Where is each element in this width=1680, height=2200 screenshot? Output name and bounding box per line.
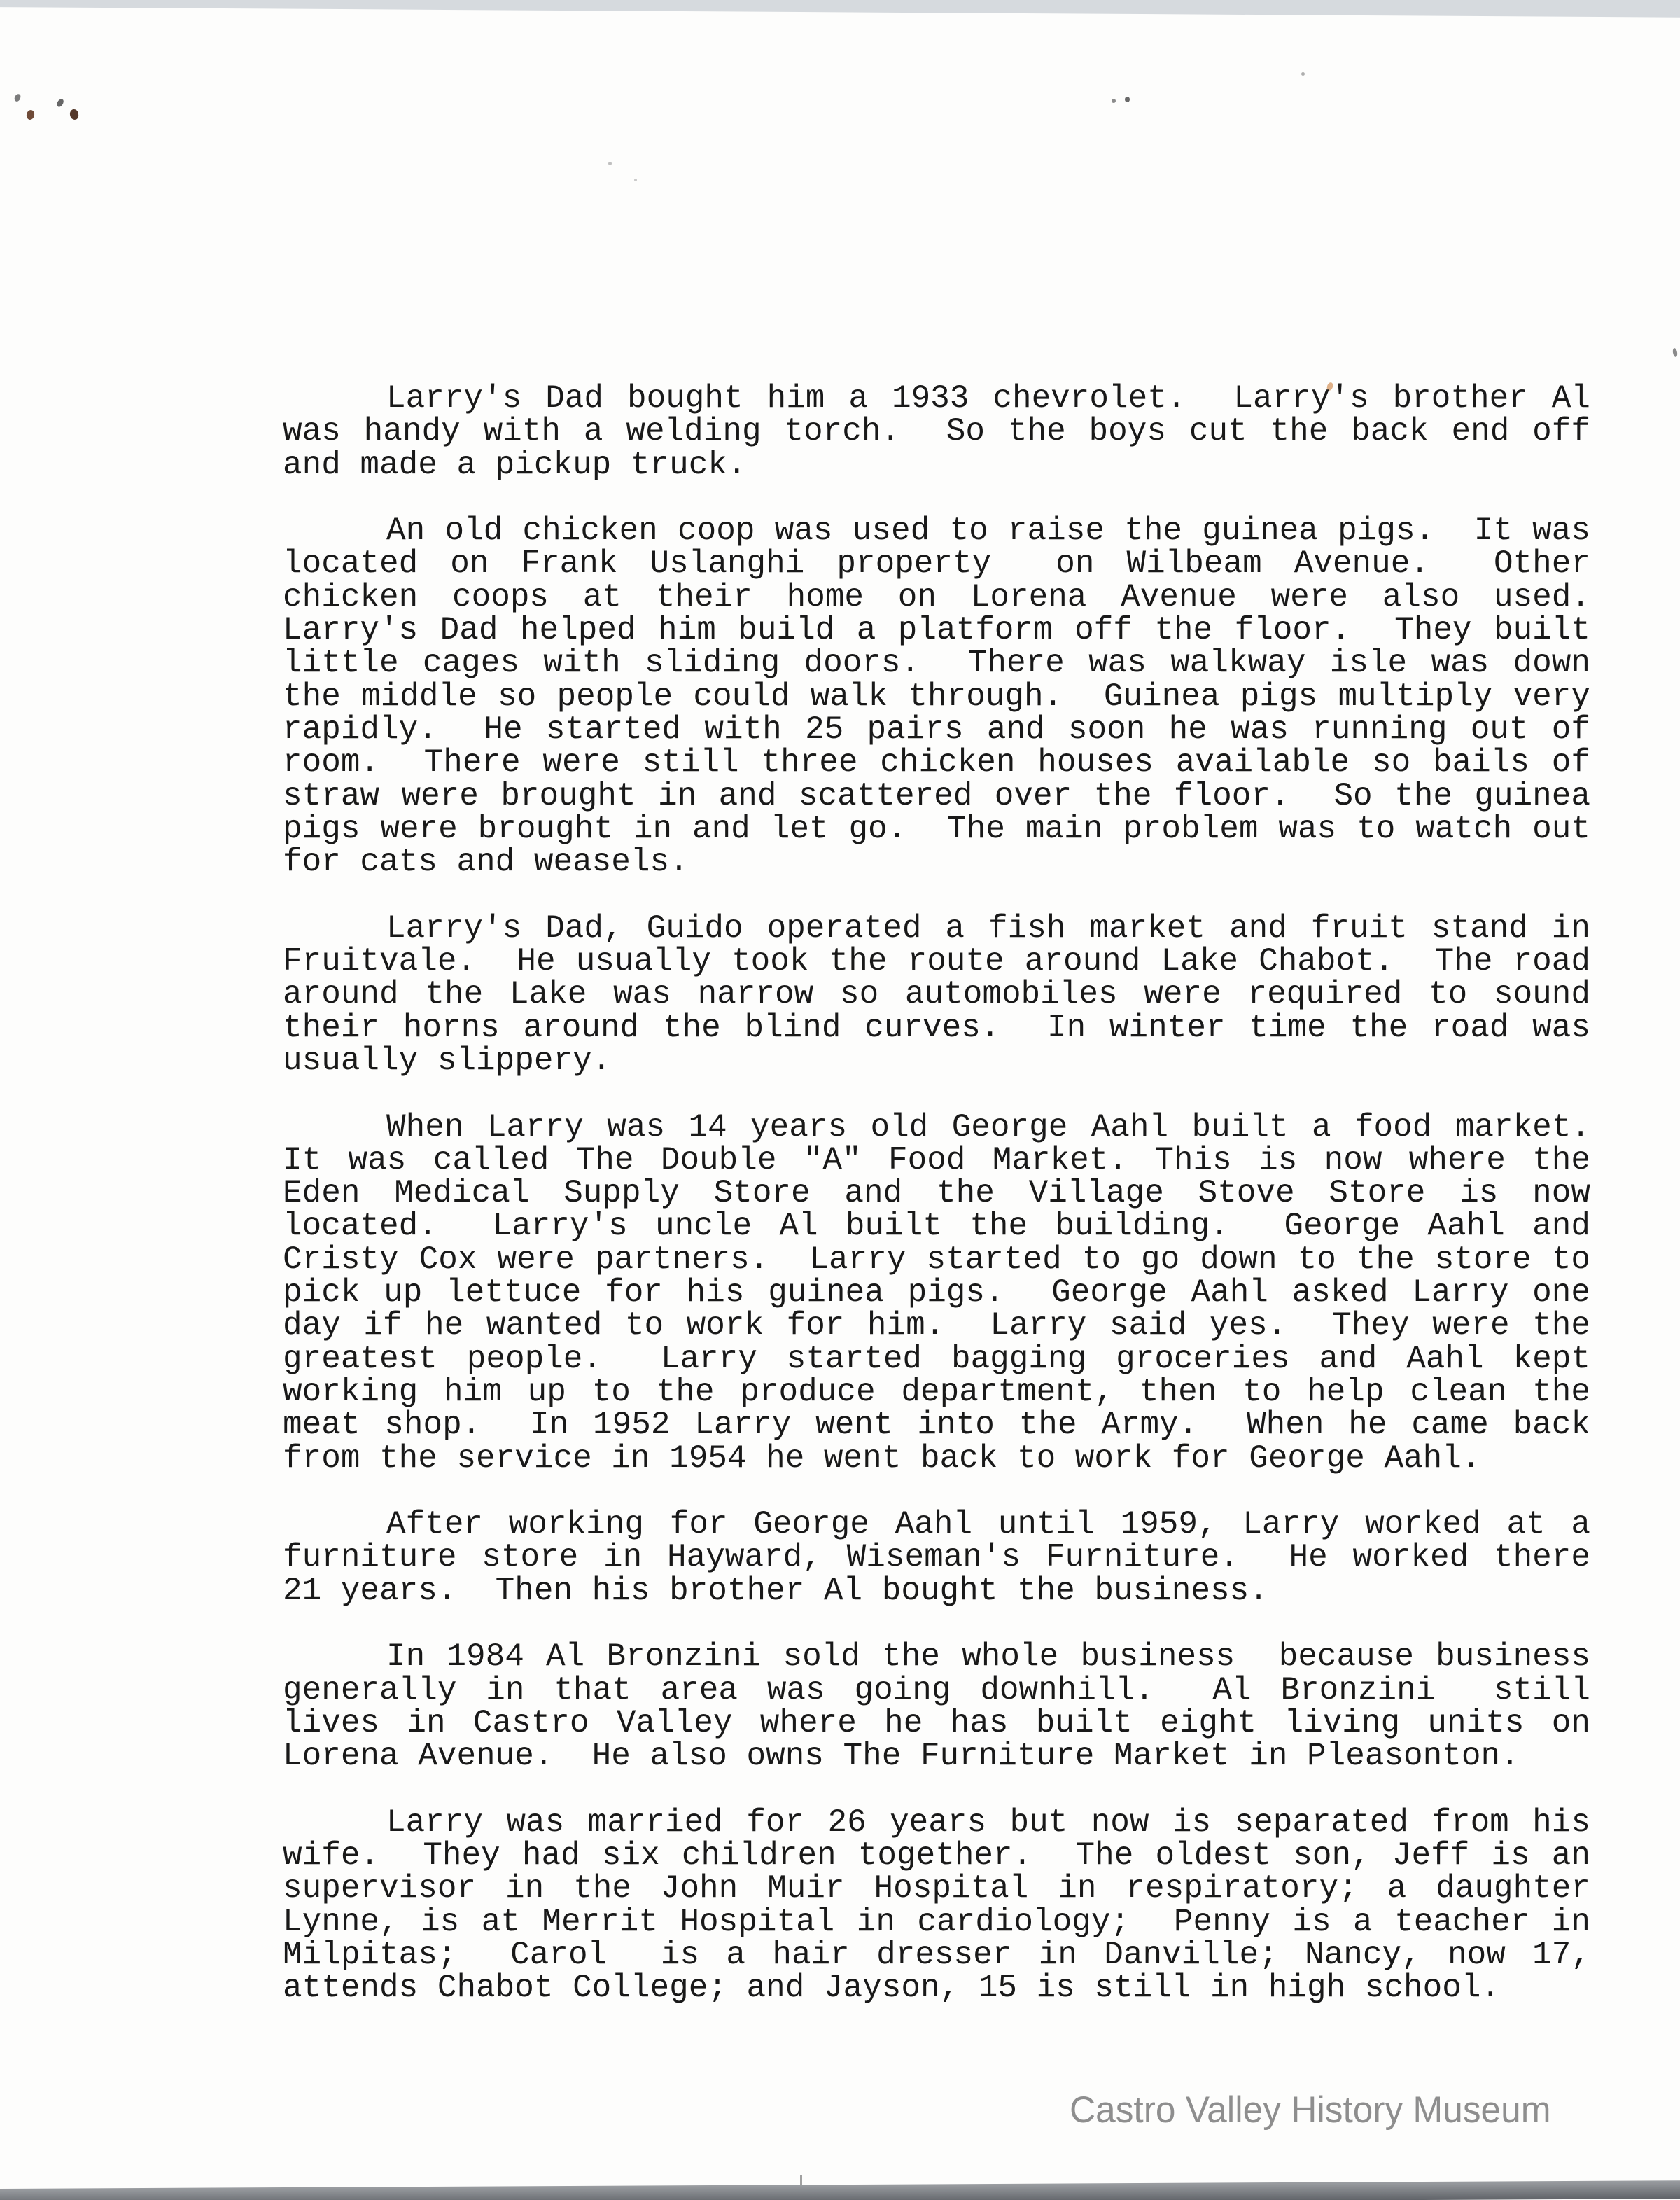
text-line: In 1984 Al Bronzini sold the whole business because business	[386, 1638, 1590, 1676]
paragraph	[283, 1638, 1590, 1775]
ink-speck	[14, 93, 22, 102]
text-line: An old chicken coop was used to raise the guinea pigs. It was	[386, 513, 1590, 550]
text-line: Lynne, is at Merrit Hospital in cardiology; Penny is a teacher in	[283, 1903, 1590, 1940]
text-line: and made a pickup truck.	[283, 446, 747, 483]
text-line: around the Lake was narrow so automobiles were required to sound	[283, 976, 1590, 1013]
text-line: for cats and weasels.	[283, 844, 689, 881]
text-line: Cristy Cox were partners. Larry started to go down to the store to	[283, 1241, 1590, 1278]
text-line: furniture store in Hayward, Wiseman's Furniture. He worked there	[283, 1539, 1590, 1576]
text-line: chicken coops at their home on Lorena Avenue were also used.	[283, 578, 1590, 615]
text-line: little cages with sliding doors. There was walkway isle was down	[283, 645, 1590, 682]
text-line: wife. They had six children together. The oldest son, Jeff is an	[283, 1837, 1590, 1874]
typewritten-text-block	[283, 382, 1590, 2005]
text-line: Milpitas; Carol is a hair dresser in Danville; Nancy, now 17,	[283, 1936, 1590, 1973]
text-line: Lorena Avenue. He also owns The Furniture Market in Pleasonton.	[283, 1738, 1520, 1775]
text-line: greatest people. Larry started bagging groceries and Aahl kept	[283, 1340, 1590, 1377]
ink-speck	[69, 109, 79, 120]
text-line: meat shop. In 1952 Larry went into the Army. When he came back	[283, 1407, 1590, 1444]
watermark: Castro Valley History Museum	[1070, 2089, 1551, 2131]
text-line: day if he wanted to work for him. Larry said yes. They were the	[283, 1307, 1590, 1344]
text-line: After working for George Aahl until 1959, Larry worked at a	[386, 1506, 1590, 1543]
text-line: located. Larry's uncle Al built the building. George Aahl and	[283, 1208, 1590, 1245]
text-line: from the service in 1954 he went back to work for George Aahl.	[283, 1440, 1481, 1477]
text-line: was handy with a welding torch. So the boys cut the back end off	[283, 413, 1590, 450]
text-line: the middle so people could walk through. Guinea pigs multiply very	[283, 678, 1590, 715]
text-line: usually slippery.	[283, 1042, 612, 1079]
ink-speck	[1112, 99, 1116, 103]
text-line: supervisor in the John Muir Hospital in respiratory; a daughter	[283, 1870, 1590, 1907]
paragraph	[283, 1108, 1590, 1477]
text-line: Fruitvale. He usually took the route around Lake Chabot. The road	[283, 943, 1590, 980]
scanner-edge-top	[0, 0, 1680, 18]
ink-speck	[26, 109, 36, 120]
paragraph	[283, 1806, 1590, 2005]
paragraph	[283, 912, 1590, 1078]
paragraph	[283, 1508, 1590, 1608]
text-line: working him up to the produce department, then to help clean the	[283, 1373, 1590, 1410]
ink-speck	[56, 98, 64, 108]
text-line: When Larry was 14 years old George Aahl built a food market.	[386, 1108, 1590, 1146]
ink-speck	[1125, 97, 1130, 102]
text-line: Larry's Dad bought him a 1933 chevrolet. Larry's brother Al	[386, 380, 1590, 417]
text-line: lives in Castro Valley where he has built eight living units on	[283, 1704, 1590, 1741]
text-line: their horns around the blind curves. In winter time the road was	[283, 1009, 1590, 1046]
text-line: generally in that area was going downhill. Al Bronzini still	[283, 1671, 1590, 1708]
paragraph	[283, 515, 1590, 879]
text-line: pick up lettuce for his guinea pigs. George Aahl asked Larry one	[283, 1274, 1590, 1311]
ink-speck	[1672, 348, 1678, 358]
text-line: Larry's Dad helped him build a platform off the floor. They built	[283, 612, 1590, 649]
ink-speck	[608, 162, 612, 165]
text-line: attends Chabot College; and Jayson, 15 is still in high school.	[283, 1970, 1501, 2007]
paragraph	[283, 382, 1590, 482]
text-line: pigs were brought in and let go. The main problem was to watch out	[283, 810, 1590, 847]
ink-speck	[1301, 72, 1305, 76]
text-line: rapidly. He started with 25 pairs and soon he was running out of	[283, 711, 1590, 748]
text-line: Eden Medical Supply Store and the Village Stove Store is now	[283, 1175, 1590, 1212]
text-line: 21 years. Then his brother Al bought the business.	[283, 1572, 1268, 1609]
text-line: Larry's Dad, Guido operated a fish market and fruit stand in	[386, 910, 1590, 947]
scanner-edge-bottom	[0, 2180, 1680, 2200]
text-line: It was called The Double "A" Food Market. This is now where the	[283, 1141, 1590, 1178]
ink-speck	[634, 179, 637, 181]
text-line: Larry was married for 26 years but now is separated from his	[386, 1804, 1590, 1841]
text-line: straw were brought in and scattered over the floor. So the guinea	[283, 777, 1590, 814]
text-line: room. There were still three chicken houses available so bails of	[283, 744, 1590, 781]
text-line: located on Frank Uslanghi property on Wilbeam Avenue. Other	[283, 545, 1590, 583]
